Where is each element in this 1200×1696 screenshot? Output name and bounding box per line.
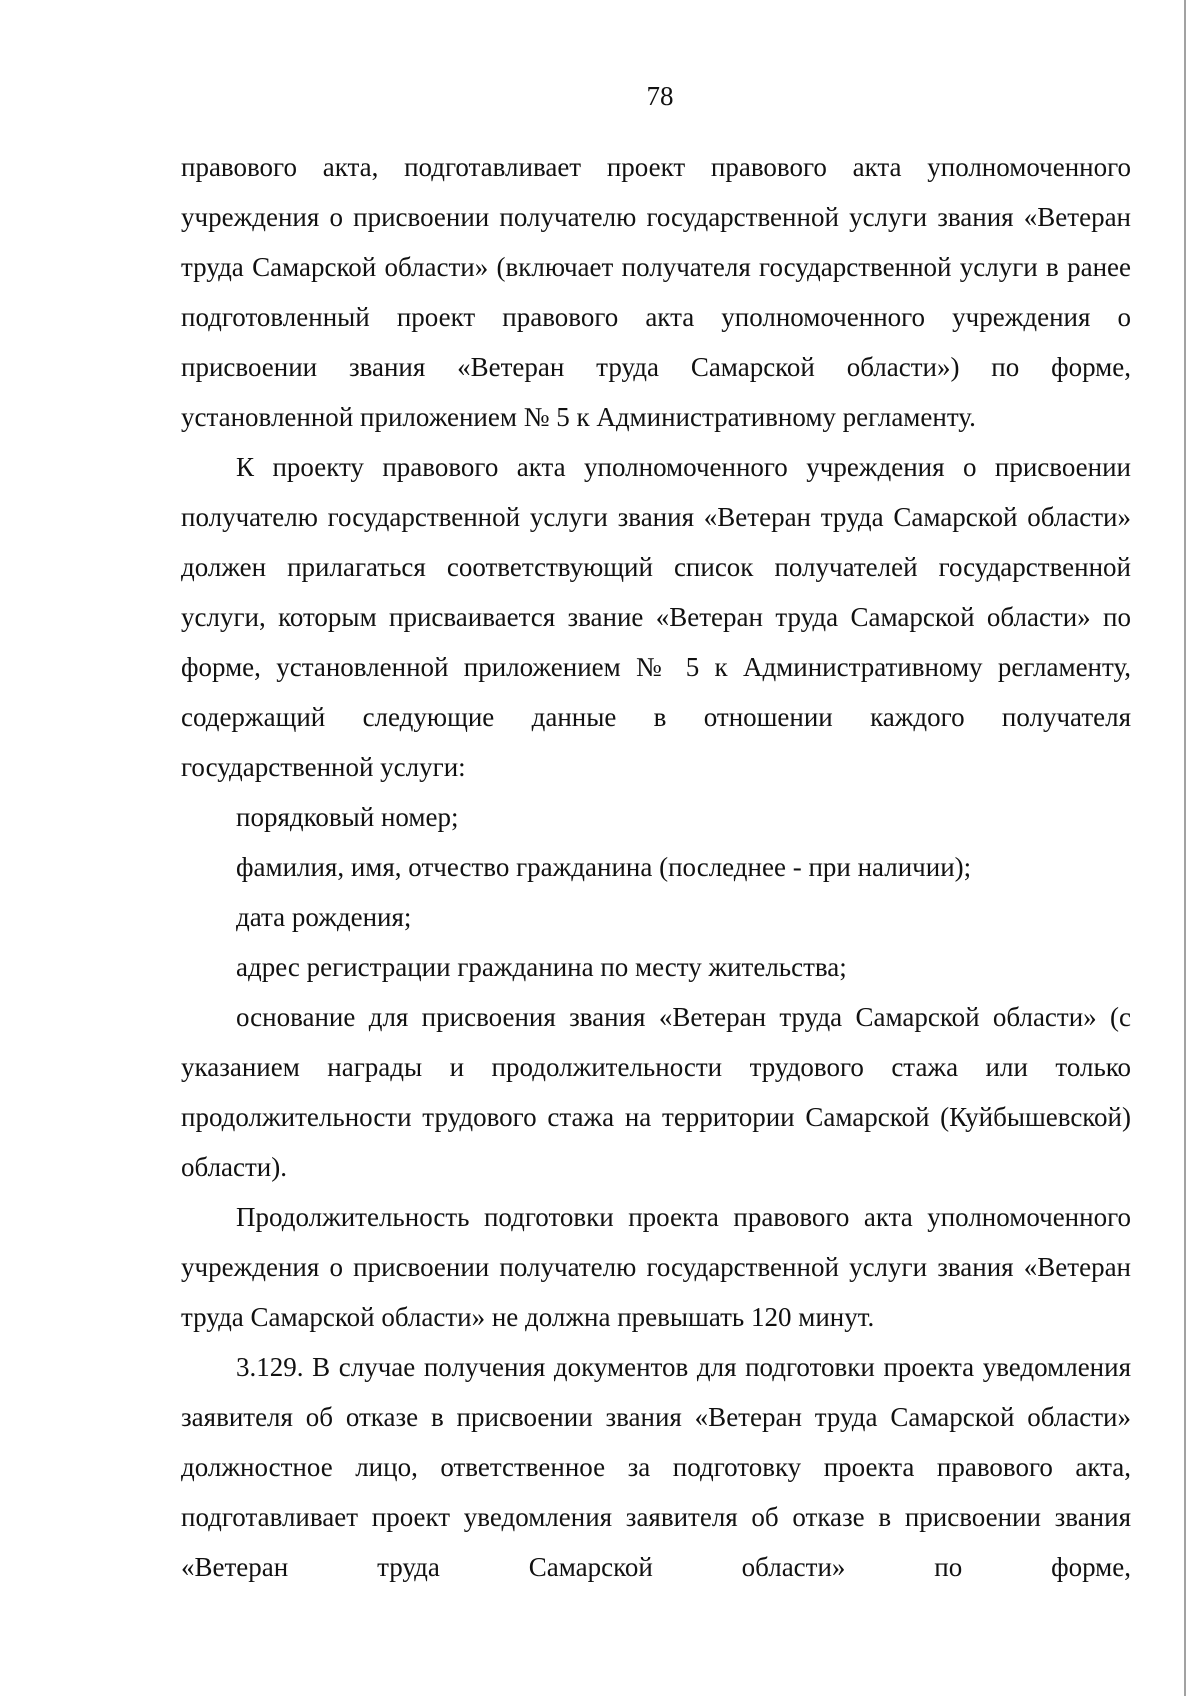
document-body: [181, 142, 1131, 1592]
paragraph-continuation: правового акта, подготавливает проект правового акта уполномоченного учреждения о присвоении получателю государственной услуги звания «Ветеран труда Самарской области» (включает получателя государственной услуги в ранее подготовленный проект правового акта уполномоченного учреждения о присвоении звания «Ветеран труда Самарской области») по форме, установленной приложением № 5 к Административному регламенту.: [181, 152, 1131, 432]
page-number: 78: [646, 81, 674, 111]
list-item-basis: основание для присвоения звания «Ветеран труда Самарской области» (с указанием награды и продолжительности трудового стажа или только продолжительности трудового стажа на территории Самарской (Куйбышевской) области).: [181, 1002, 1131, 1182]
list-item-serial-number: порядковый номер;: [236, 802, 459, 832]
list-item-birth-date: дата рождения;: [236, 902, 412, 932]
paragraph-attachment-list: К проекту правового акта уполномоченного учреждения о присвоении получателю государственной услуги звания «Ветеран труда Самарской области» должен прилагаться соответствующий список получателей государственной услуги, которым присваивается звание «Ветеран труда Самарской области» по форме, установленной приложением № 5 к Административному регламенту, содержащий следующие данные в отношении каждого получателя государственной услуги:: [181, 452, 1131, 782]
paragraph-3-129: 3.129. В случае получения документов для подготовки проекта уведомления заявителя об отказе в присвоении звания «Ветеран труда Самарской области» должностное лицо, ответственное за подготовку проекта правового акта, подготавливает проект уведомления заявителя об отказе в присвоении звания «Ветеран труда Самарской области» по форме,: [181, 1352, 1131, 1582]
list-item-full-name: фамилия, имя, отчество гражданина (последнее - при наличии);: [236, 852, 972, 882]
list-item-address: адрес регистрации гражданина по месту жительства;: [236, 952, 847, 982]
paragraph-duration: Продолжительность подготовки проекта правового акта уполномоченного учреждения о присвоении получателю государственной услуги звания «Ветеран труда Самарской области» не должна превышать 120 минут.: [181, 1202, 1131, 1332]
scan-edge-line: [1184, 0, 1186, 1696]
